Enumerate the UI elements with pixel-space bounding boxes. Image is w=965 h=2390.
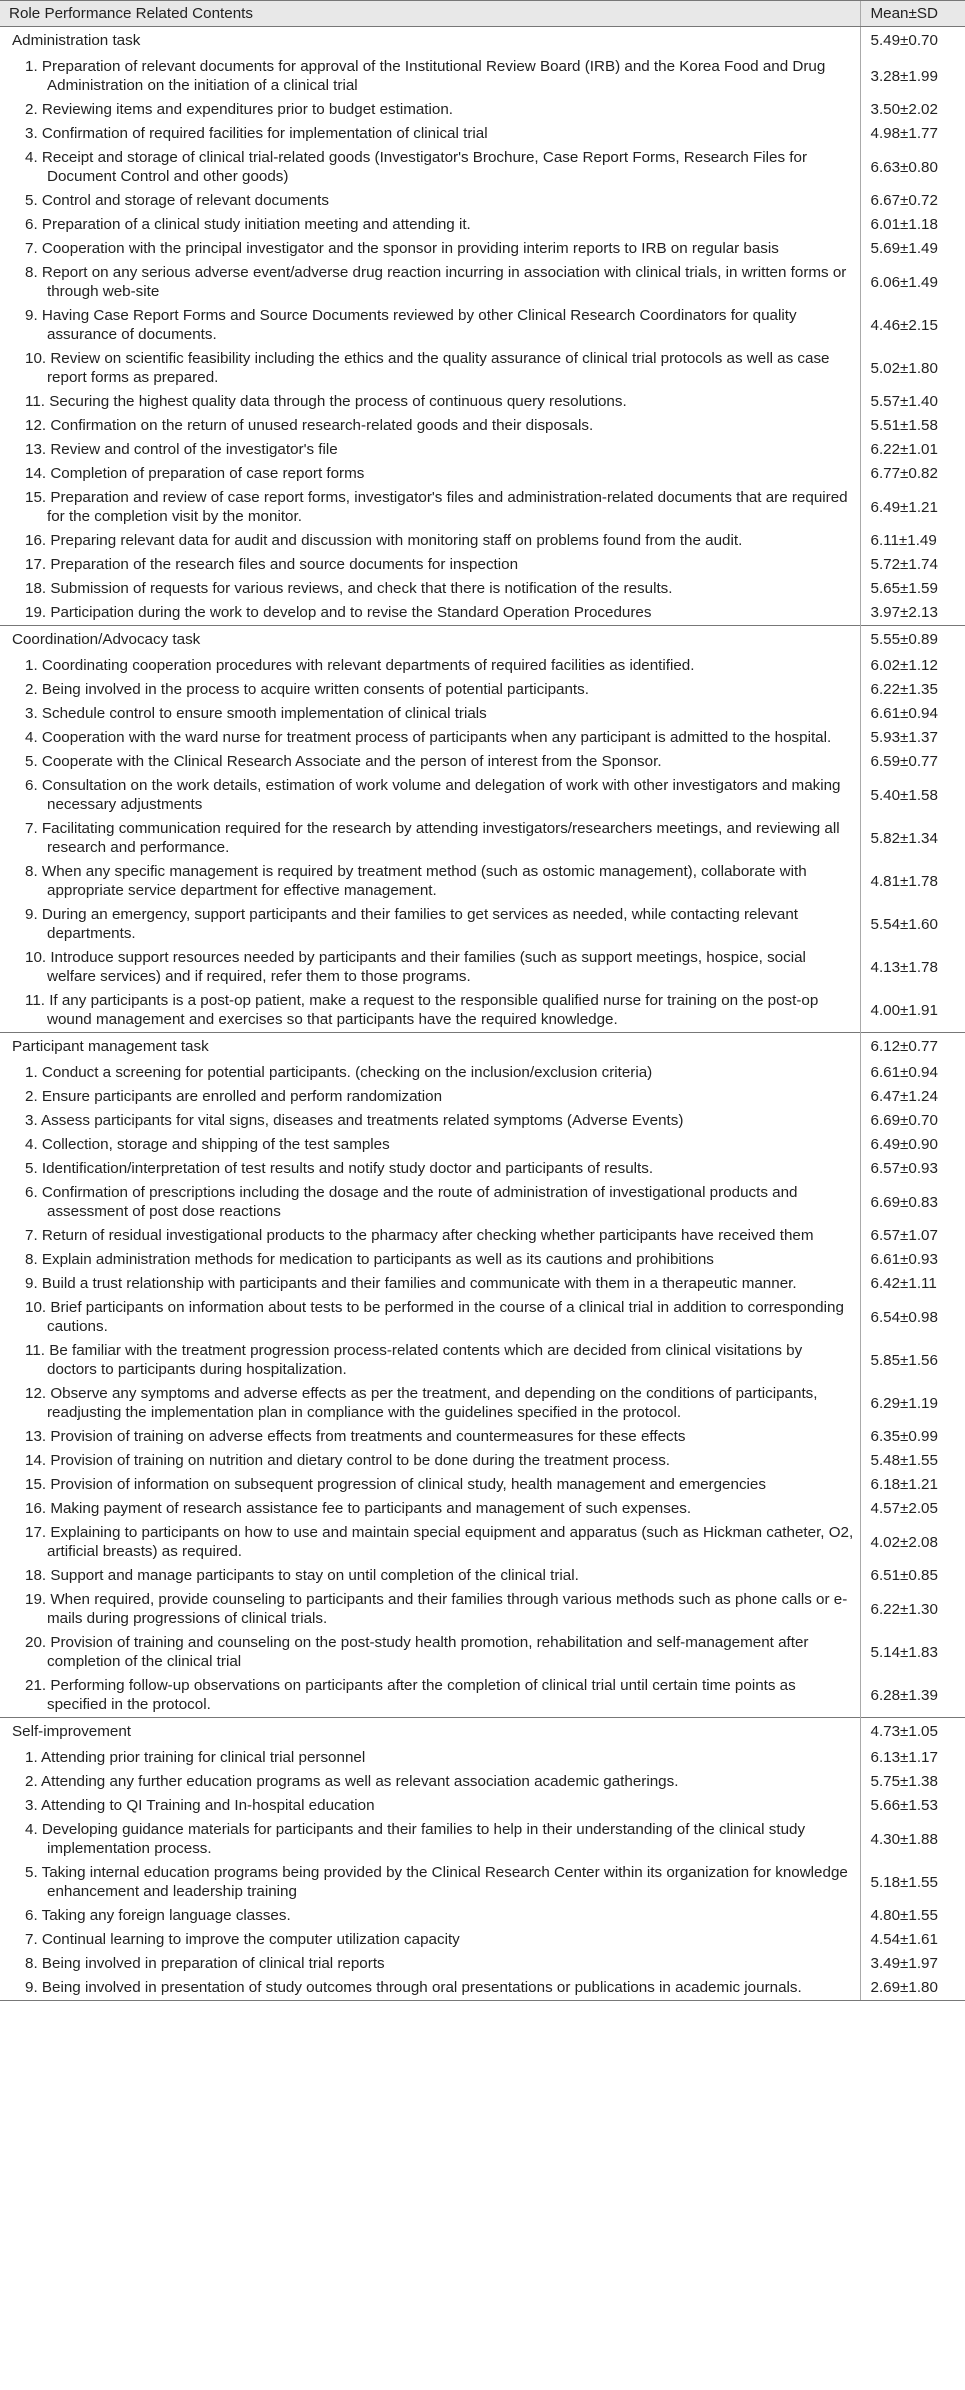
item-text: 5. Control and storage of relevant documents [25, 192, 329, 209]
item-mean-sd: 4.81±1.78 [860, 860, 965, 903]
item-text: 21. Performing follow-up observations on participants after the completion of clinical trial until certain time points as specified in the protocol. [25, 1677, 796, 1713]
item-text: 3. Confirmation of required facilities for implementation of clinical trial [25, 125, 488, 142]
item-mean-sd: 6.47±1.24 [860, 1085, 965, 1109]
table-body [0, 27, 965, 2001]
item-mean-sd: 4.54±1.61 [860, 1928, 965, 1952]
item-mean-sd: 4.00±1.91 [860, 989, 965, 1033]
table-row [0, 122, 965, 146]
item-text: 8. Explain administration methods for medication to participants as well as its cautions and prohibitions [25, 1251, 714, 1268]
item-text-cell [0, 98, 860, 122]
item-text-cell [0, 1382, 860, 1425]
item-mean-sd: 4.98±1.77 [860, 122, 965, 146]
item-text: 1. Conduct a screening for potential participants. (checking on the inclusion/exclusion criteria) [25, 1064, 653, 1081]
item-text-cell [0, 1339, 860, 1382]
item-mean-sd: 5.93±1.37 [860, 726, 965, 750]
item-text-cell [0, 1674, 860, 1718]
item-text: 9. Being involved in presentation of study outcomes through oral presentations or publications in academic journals. [25, 1979, 802, 1996]
item-text: 2. Reviewing items and expenditures prior to budget estimation. [25, 101, 454, 118]
section-mean-sd: 5.55±0.89 [860, 626, 965, 655]
item-mean-sd: 5.18±1.55 [860, 1861, 965, 1904]
item-text-cell [0, 1952, 860, 1976]
table-row [0, 486, 965, 529]
item-text-cell [0, 1296, 860, 1339]
item-mean-sd: 4.02±2.08 [860, 1521, 965, 1564]
item-text: 1. Preparation of relevant documents for approval of the Institutional Review Board (IRB) and the Korea Food and Drug Administration on the initiation of a clinical trial [25, 58, 826, 94]
table-row [0, 390, 965, 414]
item-text: 4. Receipt and storage of clinical trial-related goods (Investigator's Brochure, Case Report Forms, Research Files for Document Control and other goods) [25, 149, 808, 185]
table-row [0, 1248, 965, 1272]
item-mean-sd: 5.66±1.53 [860, 1794, 965, 1818]
table-row [0, 261, 965, 304]
section-row [0, 1718, 965, 1747]
item-text: 15. Preparation and review of case report forms, investigator's files and administration-related documents that are required for the completion visit by the monitor. [25, 489, 848, 525]
item-mean-sd: 3.97±2.13 [860, 601, 965, 626]
table-row [0, 414, 965, 438]
item-mean-sd: 6.77±0.82 [860, 462, 965, 486]
item-text-cell [0, 213, 860, 237]
item-text-cell [0, 903, 860, 946]
item-text: 6. Preparation of a clinical study initiation meeting and attending it. [25, 216, 471, 233]
table-row [0, 189, 965, 213]
item-mean-sd: 4.13±1.78 [860, 946, 965, 989]
table-row [0, 1794, 965, 1818]
table-row [0, 98, 965, 122]
table-row [0, 702, 965, 726]
item-text-cell [0, 946, 860, 989]
item-text-cell [0, 529, 860, 553]
item-mean-sd: 6.22±1.30 [860, 1588, 965, 1631]
item-text-cell [0, 1631, 860, 1674]
table-row [0, 1521, 965, 1564]
item-text-cell [0, 1861, 860, 1904]
item-text: 20. Provision of training and counseling on the post-study health promotion, rehabilitation and self-management after completion of the clinical trial [25, 1634, 809, 1670]
item-text-cell [0, 390, 860, 414]
item-mean-sd: 5.51±1.58 [860, 414, 965, 438]
item-text-cell [0, 1085, 860, 1109]
item-mean-sd: 5.69±1.49 [860, 237, 965, 261]
item-mean-sd: 6.54±0.98 [860, 1296, 965, 1339]
item-mean-sd: 6.69±0.70 [860, 1109, 965, 1133]
item-mean-sd: 6.01±1.18 [860, 213, 965, 237]
table-row [0, 726, 965, 750]
item-text: 9. Build a trust relationship with participants and their families and communicate with them in a therapeutic manner. [25, 1275, 797, 1292]
table-row [0, 146, 965, 189]
section-row [0, 1033, 965, 1062]
table-row [0, 529, 965, 553]
column-header-contents: Role Performance Related Contents [0, 1, 860, 27]
item-text-cell [0, 1061, 860, 1085]
item-mean-sd: 5.72±1.74 [860, 553, 965, 577]
table-row [0, 438, 965, 462]
item-mean-sd: 6.67±0.72 [860, 189, 965, 213]
item-mean-sd: 6.49±1.21 [860, 486, 965, 529]
item-text-cell [0, 1564, 860, 1588]
item-text: 12. Observe any symptoms and adverse effects as per the treatment, and depending on the conditions of participants, readjusting the implementation plan in compliance with the guidelines specified in the protocol. [25, 1385, 818, 1421]
table-row [0, 903, 965, 946]
item-mean-sd: 6.69±0.83 [860, 1181, 965, 1224]
item-mean-sd: 5.40±1.58 [860, 774, 965, 817]
section-mean-sd: 4.73±1.05 [860, 1718, 965, 1747]
item-text-cell [0, 860, 860, 903]
item-text-cell [0, 817, 860, 860]
item-text-cell [0, 1181, 860, 1224]
table-row [0, 750, 965, 774]
item-text: 16. Making payment of research assistance fee to participants and management of such expenses. [25, 1500, 692, 1517]
table-row [0, 601, 965, 626]
table-row [0, 1085, 965, 1109]
item-mean-sd: 6.11±1.49 [860, 529, 965, 553]
item-text: 11. If any participants is a post-op patient, make a request to the responsible qualified nurse for training on the post-op wound management and exercises so that participants have the required knowledge. [25, 992, 819, 1028]
section-mean-sd: 5.49±0.70 [860, 27, 965, 56]
item-text: 6. Taking any foreign language classes. [25, 1907, 291, 1924]
item-mean-sd: 6.22±1.01 [860, 438, 965, 462]
item-text: 13. Review and control of the investigator's file [25, 441, 338, 458]
table-row [0, 577, 965, 601]
item-text-cell [0, 414, 860, 438]
table-row [0, 1818, 965, 1861]
item-mean-sd: 5.65±1.59 [860, 577, 965, 601]
table-row [0, 1133, 965, 1157]
item-mean-sd: 5.75±1.38 [860, 1770, 965, 1794]
table-row [0, 1770, 965, 1794]
item-text: 1. Coordinating cooperation procedures with relevant departments of required facilities as identified. [25, 657, 695, 674]
item-text-cell [0, 1109, 860, 1133]
item-text-cell [0, 1904, 860, 1928]
item-text-cell [0, 1133, 860, 1157]
item-mean-sd: 6.59±0.77 [860, 750, 965, 774]
item-mean-sd: 6.02±1.12 [860, 654, 965, 678]
item-text: 5. Identification/interpretation of test results and notify study doctor and participants of results. [25, 1160, 654, 1177]
item-text: 18. Support and manage participants to stay on until completion of the clinical trial. [25, 1567, 579, 1584]
table-row [0, 1296, 965, 1339]
item-text-cell [0, 1770, 860, 1794]
table-row [0, 1382, 965, 1425]
item-text: 5. Cooperate with the Clinical Research Associate and the person of interest from the Sponsor. [25, 753, 662, 770]
section-title: Self-improvement [0, 1718, 860, 1747]
item-text-cell [0, 774, 860, 817]
item-mean-sd: 6.28±1.39 [860, 1674, 965, 1718]
table-row [0, 1473, 965, 1497]
item-text-cell [0, 438, 860, 462]
item-text-cell [0, 678, 860, 702]
table-row [0, 1061, 965, 1085]
item-mean-sd: 6.49±0.90 [860, 1133, 965, 1157]
item-text-cell [0, 654, 860, 678]
item-text: 8. When any specific management is required by treatment method (such as ostomic management), collaborate with appropriate service department for effective management. [25, 863, 807, 899]
table-row [0, 1425, 965, 1449]
table-row [0, 860, 965, 903]
section-title: Participant management task [0, 1033, 860, 1062]
item-text: 10. Introduce support resources needed by participants and their families (such as support meetings, hospice, social welfare services) and if required, refer them to those programs. [25, 949, 806, 985]
item-mean-sd: 5.57±1.40 [860, 390, 965, 414]
table-row [0, 946, 965, 989]
item-mean-sd: 6.13±1.17 [860, 1746, 965, 1770]
item-mean-sd: 6.51±0.85 [860, 1564, 965, 1588]
item-text-cell [0, 553, 860, 577]
item-mean-sd: 6.06±1.49 [860, 261, 965, 304]
item-mean-sd: 4.30±1.88 [860, 1818, 965, 1861]
section-title: Coordination/Advocacy task [0, 626, 860, 655]
item-text: 19. When required, provide counseling to participants and their families through various methods such as phone calls or e-mails during progressions of clinical trials. [25, 1591, 848, 1627]
item-text: 3. Assess participants for vital signs, diseases and treatments related symptoms (Adverse Events) [25, 1112, 684, 1129]
item-mean-sd: 6.61±0.94 [860, 1061, 965, 1085]
item-text: 3. Attending to QI Training and In-hospital education [25, 1797, 375, 1814]
item-text: 7. Facilitating communication required for the research by attending investigators/researchers meetings, and reviewing all research and performance. [25, 820, 840, 856]
item-mean-sd: 6.61±0.93 [860, 1248, 965, 1272]
table-row [0, 213, 965, 237]
item-mean-sd: 5.48±1.55 [860, 1449, 965, 1473]
table-row [0, 1157, 965, 1181]
item-mean-sd: 6.22±1.35 [860, 678, 965, 702]
item-mean-sd: 4.57±2.05 [860, 1497, 965, 1521]
table-row [0, 989, 965, 1033]
item-text-cell [0, 1425, 860, 1449]
item-text: 19. Participation during the work to develop and to revise the Standard Operation Procedures [25, 604, 652, 621]
column-header-mean-sd: Mean±SD [860, 1, 965, 27]
item-text: 12. Confirmation on the return of unused research-related goods and their disposals. [25, 417, 594, 434]
item-text: 14. Completion of preparation of case report forms [25, 465, 365, 482]
item-text: 15. Provision of information on subsequent progression of clinical study, health management and emergencies [25, 1476, 766, 1493]
table-row [0, 1339, 965, 1382]
table-row [0, 1224, 965, 1248]
item-mean-sd: 6.63±0.80 [860, 146, 965, 189]
item-text: 8. Being involved in preparation of clinical trial reports [25, 1955, 385, 1972]
item-mean-sd: 4.80±1.55 [860, 1904, 965, 1928]
item-mean-sd: 6.42±1.11 [860, 1272, 965, 1296]
item-text-cell [0, 750, 860, 774]
item-text-cell [0, 1272, 860, 1296]
table-row [0, 817, 965, 860]
item-text-cell [0, 347, 860, 390]
item-text: 11. Be familiar with the treatment progression process-related contents which are decided from clinical visitations by doctors to participants during hospitalization. [25, 1342, 803, 1378]
item-text-cell [0, 304, 860, 347]
item-text: 17. Explaining to participants on how to use and maintain special equipment and apparatus (such as Hickman catheter, O2, artificial breasts) as required. [25, 1524, 854, 1560]
table-row [0, 347, 965, 390]
item-text: 10. Brief participants on information about tests to be performed in the course of a clinical trial in addition to corresponding cautions. [25, 1299, 844, 1335]
table-row [0, 1564, 965, 1588]
table-row [0, 1588, 965, 1631]
table-row [0, 462, 965, 486]
item-mean-sd: 6.57±1.07 [860, 1224, 965, 1248]
item-text-cell [0, 1928, 860, 1952]
item-text: 8. Report on any serious adverse event/adverse drug reaction incurring in association with clinical trials, in written forms or through web-site [25, 264, 847, 300]
item-mean-sd: 3.28±1.99 [860, 55, 965, 98]
section-row [0, 626, 965, 655]
item-mean-sd: 5.54±1.60 [860, 903, 965, 946]
table-row [0, 1181, 965, 1224]
item-mean-sd: 6.35±0.99 [860, 1425, 965, 1449]
item-text: 2. Being involved in the process to acquire written consents of potential participants. [25, 681, 589, 698]
item-text: 4. Developing guidance materials for participants and their families to help in their understanding of the clinical study implementation process. [25, 1821, 806, 1857]
table-row [0, 1928, 965, 1952]
item-text-cell [0, 1588, 860, 1631]
item-text-cell [0, 1473, 860, 1497]
item-text-cell [0, 1521, 860, 1564]
item-text: 14. Provision of training on nutrition and dietary control to be done during the treatment process. [25, 1452, 671, 1469]
item-text: 10. Review on scientific feasibility including the ethics and the quality assurance of clinical trial protocols as well as case report forms as prepared. [25, 350, 830, 386]
item-text-cell [0, 1497, 860, 1521]
item-text: 6. Consultation on the work details, estimation of work volume and delegation of work with other investigators and making necessary adjustments [25, 777, 841, 813]
item-text-cell [0, 989, 860, 1033]
table-row [0, 1674, 965, 1718]
item-mean-sd: 5.85±1.56 [860, 1339, 965, 1382]
table-row [0, 1746, 965, 1770]
table-row [0, 1952, 965, 1976]
table-row [0, 553, 965, 577]
item-text-cell [0, 601, 860, 626]
item-mean-sd: 6.18±1.21 [860, 1473, 965, 1497]
item-text-cell [0, 261, 860, 304]
item-text: 7. Cooperation with the principal investigator and the sponsor in providing interim reports to IRB on regular basis [25, 240, 779, 257]
table-row [0, 774, 965, 817]
item-text-cell [0, 726, 860, 750]
item-text: 6. Confirmation of prescriptions including the dosage and the route of administration of investigational products and assessment of post dose reactions [25, 1184, 798, 1220]
item-text-cell [0, 146, 860, 189]
item-text: 4. Cooperation with the ward nurse for treatment process of participants when any participant is admitted to the hospital. [25, 729, 832, 746]
item-text: 2. Ensure participants are enrolled and perform randomization [25, 1088, 443, 1105]
table-row [0, 1861, 965, 1904]
item-text: 17. Preparation of the research files and source documents for inspection [25, 556, 519, 573]
table-header-row [0, 1, 965, 27]
item-text-cell [0, 702, 860, 726]
item-text-cell [0, 55, 860, 98]
item-text-cell [0, 1224, 860, 1248]
item-mean-sd: 5.02±1.80 [860, 347, 965, 390]
item-text-cell [0, 1794, 860, 1818]
item-mean-sd: 6.57±0.93 [860, 1157, 965, 1181]
table-row [0, 1449, 965, 1473]
item-text-cell [0, 577, 860, 601]
item-text-cell [0, 1157, 860, 1181]
item-text: 9. During an emergency, support participants and their families to get services as needed, while contacting relevant departments. [25, 906, 799, 942]
item-text: 9. Having Case Report Forms and Source Documents reviewed by other Clinical Research Coordinators for quality assurance of documents. [25, 307, 797, 343]
item-text: 7. Return of residual investigational products to the pharmacy after checking whether participants have received them [25, 1227, 814, 1244]
table-row [0, 1272, 965, 1296]
item-text-cell [0, 1976, 860, 2001]
item-text: 1. Attending prior training for clinical trial personnel [25, 1749, 366, 1766]
item-text-cell [0, 189, 860, 213]
item-text: 18. Submission of requests for various reviews, and check that there is notification of the results. [25, 580, 673, 597]
item-text: 2. Attending any further education programs as well as relevant association academic gatherings. [25, 1773, 679, 1790]
item-mean-sd: 2.69±1.80 [860, 1976, 965, 2001]
item-mean-sd: 3.50±2.02 [860, 98, 965, 122]
table-row [0, 1904, 965, 1928]
item-text: 11. Securing the highest quality data through the process of continuous query resolutions. [25, 393, 627, 410]
item-text-cell [0, 1248, 860, 1272]
table-row [0, 237, 965, 261]
table-row [0, 304, 965, 347]
item-text: 4. Collection, storage and shipping of the test samples [25, 1136, 390, 1153]
item-text: 5. Taking internal education programs being provided by the Clinical Research Center within its organization for knowledge enhancement and leadership training [25, 1864, 848, 1900]
item-text: 13. Provision of training on adverse effects from treatments and countermeasures for these effects [25, 1428, 686, 1445]
table-row [0, 654, 965, 678]
item-text-cell [0, 1746, 860, 1770]
table-row [0, 1497, 965, 1521]
item-mean-sd: 3.49±1.97 [860, 1952, 965, 1976]
item-text-cell [0, 1449, 860, 1473]
item-mean-sd: 5.14±1.83 [860, 1631, 965, 1674]
table-row [0, 678, 965, 702]
section-row [0, 27, 965, 56]
item-mean-sd: 6.29±1.19 [860, 1382, 965, 1425]
item-text-cell [0, 486, 860, 529]
item-text-cell [0, 122, 860, 146]
item-mean-sd: 4.46±2.15 [860, 304, 965, 347]
table-row [0, 55, 965, 98]
section-mean-sd: 6.12±0.77 [860, 1033, 965, 1062]
table-row [0, 1109, 965, 1133]
item-mean-sd: 6.61±0.94 [860, 702, 965, 726]
item-text: 7. Continual learning to improve the computer utilization capacity [25, 1931, 460, 1948]
item-text: 16. Preparing relevant data for audit and discussion with monitoring staff on problems found from the audit. [25, 532, 743, 549]
item-text-cell [0, 1818, 860, 1861]
section-title: Administration task [12, 32, 141, 49]
item-text: 3. Schedule control to ensure smooth implementation of clinical trials [25, 705, 487, 722]
table-row [0, 1631, 965, 1674]
item-text-cell [0, 462, 860, 486]
item-mean-sd: 5.82±1.34 [860, 817, 965, 860]
item-text-cell [0, 237, 860, 261]
table-row [0, 1976, 965, 2001]
